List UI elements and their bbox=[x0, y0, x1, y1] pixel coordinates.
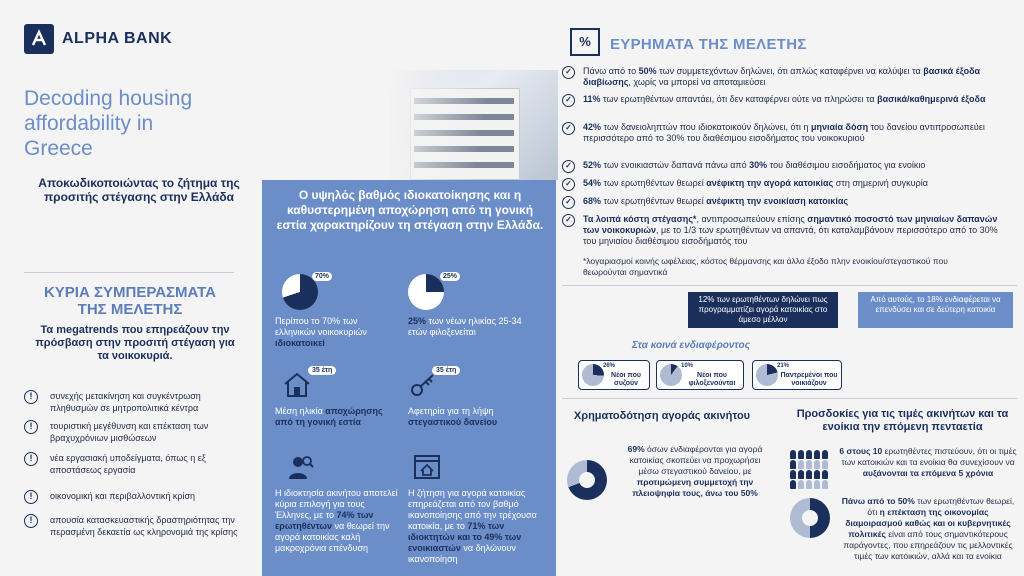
person-icon bbox=[790, 460, 796, 469]
ownership-text: Περίπου το 70% των ελληνικών νοικοκυριών ιδιοκατοικεί bbox=[275, 316, 367, 348]
finding-item: ✓ 42% των δανειοληπτών που ιδιοκατοικούν δηλώνει, ότι η μηνιαία δόση του δανείου αντιπροσωπεύει περισσότερο από το 30% του διαθέσιμου εισοδήματος του νοικοκυριού bbox=[562, 122, 1007, 144]
loan-age-text: Αφετηρία για τη λήψη στεγαστικού δανείου bbox=[408, 406, 498, 427]
check-icon: ✓ bbox=[562, 214, 575, 227]
person-icon bbox=[806, 480, 812, 489]
check-icon: ✓ bbox=[562, 178, 575, 191]
trend-item: ! νέα εργασιακή υποδείγματα, όπως η εξ αποστάσεως εργασία bbox=[24, 452, 249, 476]
common-interest-title: Στα κοινά ενδιαφέροντος bbox=[632, 340, 750, 351]
person-icon bbox=[790, 480, 796, 489]
person-icon bbox=[814, 470, 820, 479]
alert-icon: ! bbox=[24, 390, 38, 404]
check-icon: ✓ bbox=[562, 196, 575, 209]
trend-item: ! απουσία κατασκευαστικής δραστηριότητας την περασμένη δεκαετία ως κληρονομιά της κρίσης bbox=[24, 514, 249, 538]
divider bbox=[24, 272, 234, 273]
finding-item: ✓ Τα λοιπά κόστη στέγασης*, αντιπροσωπεύουν επίσης σημαντικό ποσοστό των μηνιαίων δαπανών των νοικοκυριών, με το 1/3 των ερωτηθέντων να απαντά, ότι καταλαμβάνουν περισσότερο από το 30% του μηνιαίου διαθέσιμου εισοδήματός του bbox=[562, 214, 1007, 247]
house-icon bbox=[282, 370, 312, 400]
person-icon bbox=[798, 470, 804, 479]
financing-pie bbox=[567, 460, 607, 500]
alert-icon: ! bbox=[24, 420, 38, 434]
person-icon bbox=[798, 480, 804, 489]
ownership-badge: 70% bbox=[312, 272, 332, 281]
check-icon: ✓ bbox=[562, 94, 575, 107]
trend-item: ! οικονομική και περιβαλλοντική κρίση bbox=[24, 490, 249, 504]
demand-text: Η ζήτηση για αγορά κατοικίας επηρεάζεται από τον βαθμό ικανοποίησης από την τρέχουσα κατοικία, με το 71% των ιδιοκτητών και το 49% των ενοικιαστών να δηλώνουν ικανοποίηση bbox=[408, 488, 537, 564]
trend-item: ! τουριστική μεγέθυνση και επέκταση των βραχυχρόνιων μισθώσεων bbox=[24, 420, 249, 444]
segment-pill: 26% Νέοι που συζούν bbox=[578, 360, 650, 390]
person-icon bbox=[790, 450, 796, 459]
person-search-icon bbox=[285, 452, 315, 482]
person-icon bbox=[806, 470, 812, 479]
person-icon bbox=[822, 460, 828, 469]
purchase-plan-box: 12% των ερωτηθέντων δηλώνει πως προγραμματίζει αγορά κατοικίας στο άμεσο μέλλον bbox=[688, 292, 838, 328]
leave-age-text: Μέση ηλικία αποχώρησης από τη γονική εστία bbox=[275, 406, 383, 427]
divider bbox=[562, 398, 1017, 399]
financing-title: Χρηματοδότηση αγοράς ακινήτου bbox=[573, 410, 751, 422]
person-icon bbox=[798, 460, 804, 469]
segment-pie bbox=[582, 364, 604, 386]
leave-age-badge: 35 έτη bbox=[308, 366, 336, 375]
people-icon bbox=[790, 450, 830, 489]
finding-item: ✓ 68% των ερωτηθέντων θεωρεί ανέφικτη την ενοικίαση κατοικίας bbox=[562, 196, 1007, 209]
person-icon bbox=[822, 470, 828, 479]
second-home-box: Από αυτούς, το 18% ενδιαφέρεται να επενδύσει και σε δεύτερη κατοικία bbox=[858, 292, 1013, 328]
alert-icon: ! bbox=[24, 452, 38, 466]
finding-item: ✓ 52% των ενοικιαστών δαπανά πάνω από 30% του διαθέσιμου εισοδήματος για ενοίκιο bbox=[562, 160, 1007, 173]
check-icon: ✓ bbox=[562, 122, 575, 135]
person-icon bbox=[806, 450, 812, 459]
segment-pill: 10% Νέοι που φιλοξενούνται bbox=[656, 360, 744, 390]
findings-footnote: *λογαριασμοί κοινής ωφέλειας, κόστος θέρμανσης και άλλο έξοδο πλην ενοικίου/στεγαστικού που θεωρούνται σημαντικά bbox=[583, 256, 948, 277]
person-icon bbox=[814, 450, 820, 459]
person-icon bbox=[798, 450, 804, 459]
panel-heading: Ο υψηλός βαθμός ιδιοκατοίκησης και η καθυστερημένη αποχώρηση από τη γονική εστία χαρακτηρίζουν τη στέγαση στην Ελλάδα. bbox=[276, 188, 544, 232]
young-text: 25% των νέων ηλικίας 25-34 ετών φιλοξενείται bbox=[408, 316, 522, 337]
factors-pie bbox=[790, 498, 830, 538]
finding-item: ✓ 11% των ερωτηθέντων απαντάει, ότι δεν καταφέρνει ούτε να πληρώσει τα βασικά/καθημερινά έξοδα bbox=[562, 94, 1007, 107]
findings-title: ΕΥΡΗΜΑΤΑ ΤΗΣ ΜΕΛΕΤΗΣ bbox=[610, 36, 807, 53]
expectations-factors-text: Πάνω από το 50% των ερωτηθέντων θεωρεί, ότι η επέκταση της οικονομίας διαμοιρασμού καθώς και οι κυβερνητικές πολιτικές είναι από τους σημαντικότερους παράγοντες, που επηρεάζουν τις μελλοντικές τιμές των κατοικιών, αλλά και τα ενοίκια bbox=[841, 496, 1015, 561]
check-icon: ✓ bbox=[562, 160, 575, 173]
expectations-title: Προσδοκίες για τις τιμές ακινήτων και τα ενοίκια την επόμενη πενταετία bbox=[796, 408, 1009, 433]
person-icon bbox=[814, 460, 820, 469]
financing-text: 69% όσων ενδιαφέρονται για αγορά κατοικίας σκοπεύει να προχωρήσει μέσω στεγαστικού δανείου, με προτιμώμενη συμμετοχή την πλειοψηφία τους, άνω του 50% bbox=[627, 444, 763, 498]
brand-name: ALPHA BANK bbox=[62, 30, 173, 47]
person-icon bbox=[806, 460, 812, 469]
building-photo bbox=[390, 70, 558, 180]
person-icon bbox=[822, 450, 828, 459]
alert-icon: ! bbox=[24, 514, 38, 528]
page-subtitle: Αποκωδικοποιώντας το ζήτημα της προσιτής στέγασης στην Ελλάδα bbox=[38, 176, 240, 204]
finding-item: ✓ 54% των ερωτηθέντων θεωρεί ανέφικτη την αγορά κατοικίας στη σημερινή συγκυρία bbox=[562, 178, 1007, 191]
check-icon: ✓ bbox=[562, 66, 575, 79]
segment-pie bbox=[660, 364, 682, 386]
segment-pill: 21% Παντρεμένοι που νοικιάζουν bbox=[752, 360, 842, 390]
segment-pie bbox=[756, 364, 778, 386]
loan-age-badge: 35 έτη bbox=[432, 366, 460, 375]
young-pie bbox=[408, 274, 444, 310]
person-icon bbox=[790, 470, 796, 479]
house-percent-icon: % bbox=[570, 28, 600, 56]
expectations-prices-text: 6 στους 10 ερωτηθέντες πιστεύουν, ότι οι τιμές των κατοικιών και τα ενοίκια θα συνεχίσουν να αυξάνονται τα επόμενα 5 χρόνια bbox=[839, 446, 1017, 478]
young-badge: 25% bbox=[440, 272, 460, 281]
alpha-bank-logo-icon bbox=[24, 24, 54, 54]
alert-icon: ! bbox=[24, 490, 38, 504]
person-icon bbox=[814, 480, 820, 489]
finding-item: ✓ Πάνω από το 50% των συμμετεχόντων δηλώνει, ότι απλώς καταφέρνει να καλύψει τα βασικά έξοδα διαβίωσης, χωρίς να μπορεί να αποταμιεύσει bbox=[562, 66, 1007, 88]
person-icon bbox=[822, 480, 828, 489]
investment-text: Η ιδιοκτησία ακινήτου αποτελεί κύρια επιλογή για τους Έλληνες, με το 74% των ερωτηθέντων να θεωρεί την αγορά κατοικίας καλή μακροχρόνια επένδυση bbox=[275, 488, 398, 553]
conclusions-title: ΚΥΡΙΑ ΣΥΜΠΕΡΑΣΜΑΤΑ ΤΗΣ ΜΕΛΕΤΗΣ bbox=[43, 284, 217, 318]
home-browser-icon bbox=[412, 452, 442, 482]
trend-item: ! συνεχής μετακίνηση και συγκέντρωση πληθυσμών σε μητροπολιτικά κέντρα bbox=[24, 390, 249, 414]
page-title: Decoding housing affordability in Greece bbox=[24, 87, 193, 160]
conclusions-intro: Τα megatrends που επηρεάζουν την πρόσβαση στην προσιτή στέγαση για τα νοικοκυριά. bbox=[35, 324, 235, 362]
divider bbox=[562, 285, 1017, 286]
